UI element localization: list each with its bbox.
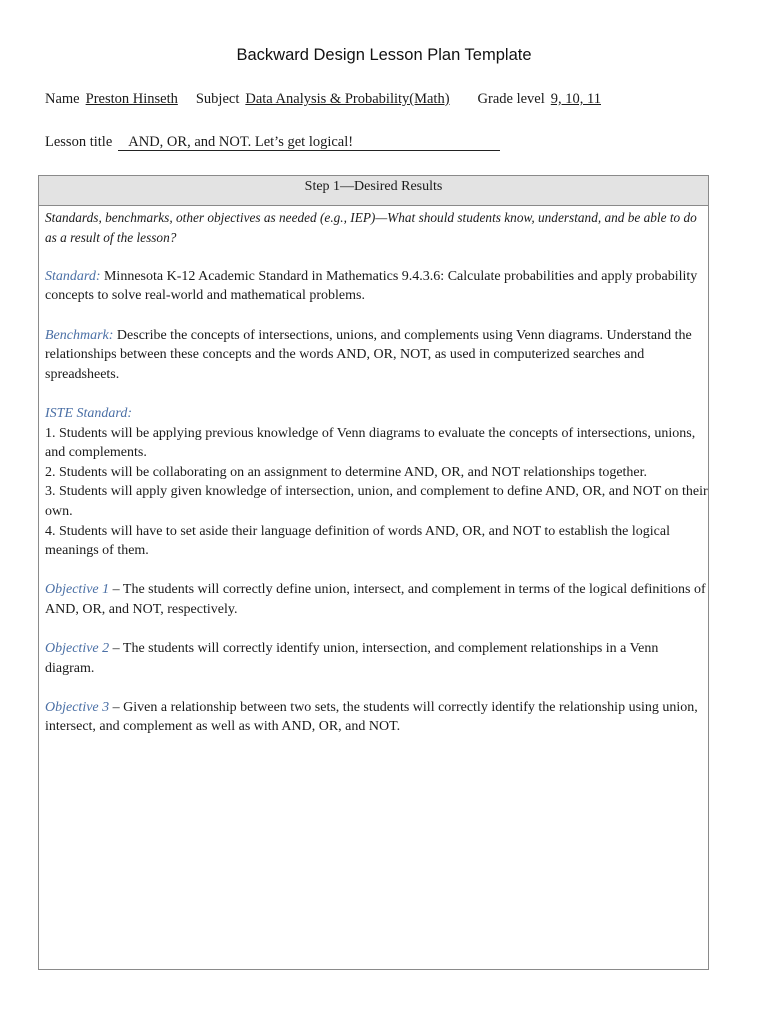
objective-label: Objective 3 bbox=[45, 699, 110, 715]
benchmark-label: Benchmark: bbox=[45, 327, 114, 343]
step1-intro: Standards, benchmarks, other objectives as needed (e.g., IEP)—What should students know, understand, and be able to do as a result of the lesson? bbox=[45, 210, 697, 245]
objective-text: – Given a relationship between two sets, the students will correctly identify the relationship using union, intersect, and complement as well as with AND, OR, and NOT. bbox=[45, 699, 698, 735]
standard-label: Standard: bbox=[45, 268, 101, 284]
desired-results-box bbox=[38, 175, 709, 970]
lesson-title-label: Lesson title bbox=[45, 134, 113, 150]
grade-value: 9, 10, 11 bbox=[550, 91, 601, 107]
meta-row-top bbox=[45, 91, 601, 108]
meta-row-lesson bbox=[45, 134, 500, 151]
subject-value: Data Analysis & Probability(Math) bbox=[245, 91, 450, 107]
name-value: Preston Hinseth bbox=[85, 91, 178, 107]
document-title: Backward Design Lesson Plan Template bbox=[236, 46, 532, 64]
standard-text: Minnesota K-12 Academic Standard in Mathematics 9.4.3.6: Calculate probabilities and apply probability concepts to solve real-world and mathematical problems. bbox=[45, 268, 698, 304]
standard-paragraph bbox=[45, 267, 708, 306]
benchmark-text: Describe the concepts of intersections, unions, and complements using Venn diagrams. Understand the relationships between these concepts and the words AND, OR, NOT, as used in computerized searches and spreadsheets. bbox=[45, 327, 692, 382]
step1-header: Step 1—Desired Results bbox=[39, 176, 708, 206]
objective-3 bbox=[45, 698, 708, 737]
lesson-title-value: AND, OR, and NOT. Let’s get logical! bbox=[118, 134, 500, 151]
grade-label: Grade level bbox=[477, 91, 545, 107]
iste-item: 4. Students will have to set aside their language definition of words AND, OR, and NOT to establish the logical meanings of them. bbox=[45, 523, 670, 559]
objective-text: – The students will correctly define union, intersect, and complement in terms of the logical definitions of AND, OR, and NOT, respectively. bbox=[45, 582, 706, 617]
subject-label: Subject bbox=[195, 91, 240, 107]
objective-text: – The students will correctly identify union, intersection, and complement relationships in a Venn diagram. bbox=[45, 641, 659, 676]
iste-section bbox=[45, 404, 708, 561]
iste-item: 3. Students will apply given knowledge of intersection, union, and complement to define AND, OR, and NOT on their own. bbox=[45, 484, 708, 519]
iste-label: ISTE Standard: bbox=[45, 405, 132, 421]
objective-1 bbox=[45, 580, 708, 619]
benchmark-paragraph bbox=[45, 326, 708, 385]
name-label: Name bbox=[45, 91, 80, 107]
iste-item: 2. Students will be collaborating on an assignment to determine AND, OR, and NOT relationships together. bbox=[45, 464, 648, 480]
objective-2 bbox=[45, 639, 708, 678]
iste-item: 1. Students will be applying previous knowledge of Venn diagrams to evaluate the concepts of intersections, unions, and complements. bbox=[45, 425, 696, 461]
objective-label: Objective 2 bbox=[45, 641, 110, 657]
objective-label: Objective 1 bbox=[45, 582, 110, 598]
step1-body bbox=[39, 206, 708, 737]
